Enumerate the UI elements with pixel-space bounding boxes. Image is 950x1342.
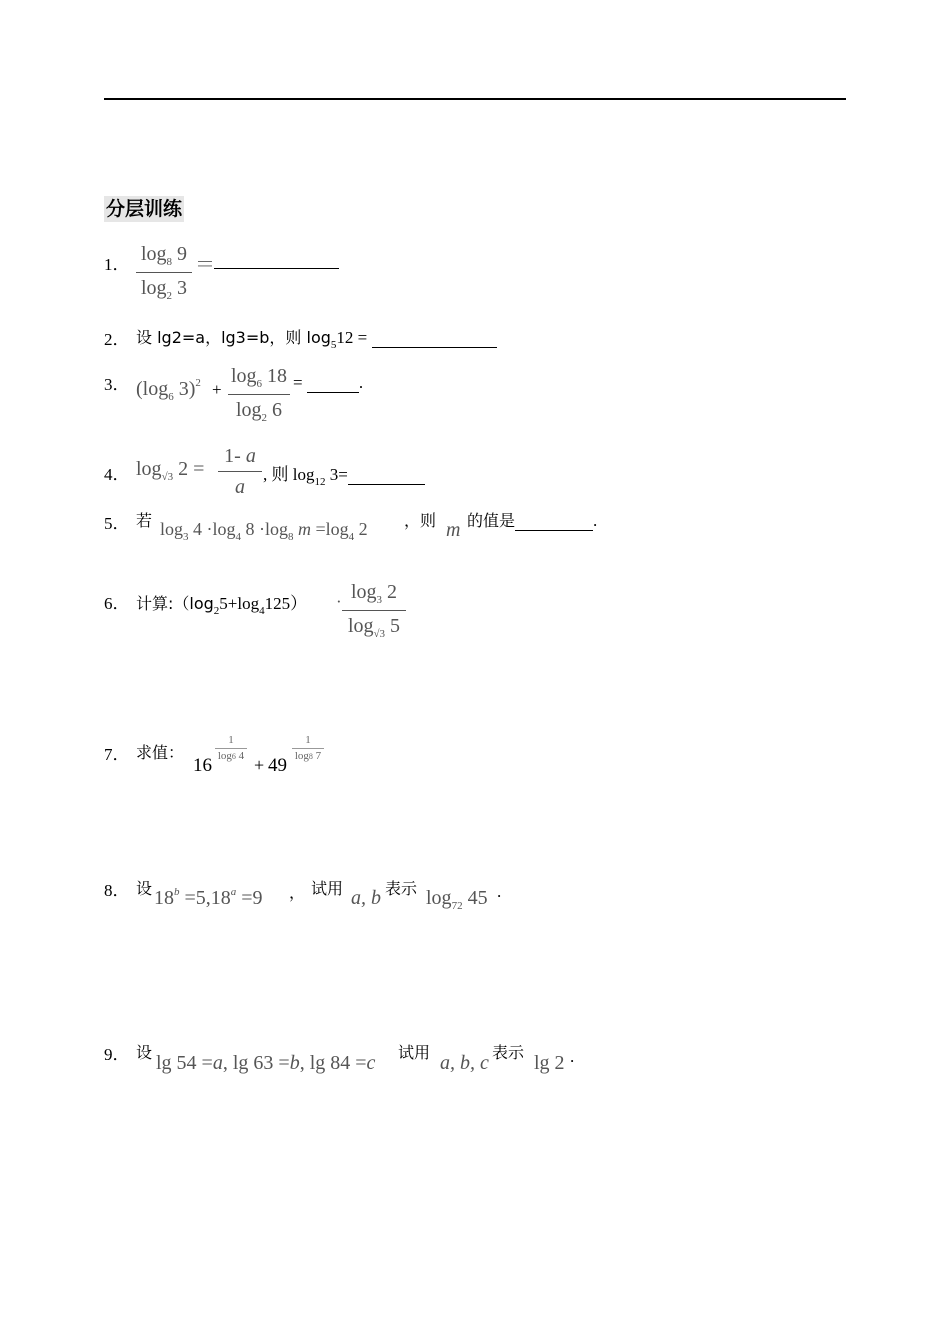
problem-8-shiyong: 试用 [311, 879, 344, 898]
problem-8-biaoshi: 表示 [385, 879, 418, 898]
problem-5-m: m [446, 519, 461, 541]
problem-1-number: 1． [104, 255, 130, 274]
problem-5-then: ，则 [404, 511, 437, 530]
problem-1-answer-blank[interactable] [214, 248, 339, 269]
problem-1-fraction: $\log_8 9$ $\log_2 3$ [136, 240, 192, 305]
problem-5-tail: 的值是 . [467, 511, 598, 530]
problem-9-dot: . [570, 1047, 575, 1066]
problem-8-dot: . [497, 882, 502, 901]
problem-9-biaoshi: 表示 [492, 1043, 525, 1062]
problem-2-answer-blank[interactable] [372, 331, 497, 348]
problem-8-she: 设 [136, 879, 153, 898]
problem-4-number: 4． [104, 465, 130, 484]
problem-5-expression: $\log_3 4 \cdot\log_4$ $8 \cdot\log_8$ $m =\log_4$ 2 [160, 519, 368, 543]
problem-4-tail: , 则 $\log_{12} 3=$ [263, 460, 425, 485]
header-rule [104, 98, 846, 100]
problem-2-text: 设 lg2=a，lg3=b，则 $\log_512$ = [136, 325, 497, 348]
problem-3-tail: = . [293, 373, 364, 392]
problem-5-number: 5． [104, 514, 130, 533]
problem-9-shiyong: 试用 [398, 1043, 431, 1062]
problem-7-base1: 16 [193, 755, 212, 776]
problem-7-exponent1: 1 log6 4 [215, 734, 247, 763]
problem-2-number: 2． [104, 330, 130, 349]
problem-8-vars: a, b [351, 887, 381, 909]
section-title: 分层训练 [106, 198, 183, 220]
problem-7-label: 求值： [136, 743, 185, 762]
problem-9-she: 设 [136, 1043, 153, 1062]
problem-3-term1: ($\log_6$ 3)$^2$ [136, 377, 201, 403]
problem-8-target: $\log_{72} 45$ [426, 887, 488, 912]
problem-3-number: 3． [104, 375, 130, 394]
problem-8-given: $18^b =5,18^a =9$ [154, 886, 263, 909]
problem-1-equals: ＝ [195, 254, 215, 276]
problem-6-number: 6． [104, 594, 130, 613]
problem-4-answer-blank[interactable] [348, 468, 425, 485]
problem-6-fraction: $\log_3 2$ $\log_{√3} 5$ [342, 578, 406, 643]
problem-5-answer-blank[interactable] [515, 514, 593, 531]
problem-7-number: 7． [104, 745, 130, 764]
problem-8-comma: ， [289, 883, 306, 902]
problem-6-dot: · [336, 592, 342, 611]
problem-3-fraction: $\log_6 18$ $\log_2 6$ [228, 362, 290, 427]
problem-7-base2: 49 [268, 755, 287, 776]
problem-7-plus: + [254, 755, 265, 775]
problem-9-given: lg 54 =a, lg 63 =b, lg 84 =c [156, 1052, 376, 1074]
problem-4-lhs: $\log_{√3} 2$ = [136, 458, 205, 483]
problem-4-fraction: 1- a a [218, 442, 262, 501]
problem-3-answer-blank[interactable] [307, 376, 359, 393]
problem-9-vars: a, b, c [440, 1052, 489, 1074]
problem-6-text: 计算$:(\log_25+\log_4125)$ [136, 594, 308, 617]
problem-7-exponent2: 1 log8 7 [292, 734, 324, 763]
problem-3-plus: + [212, 380, 222, 399]
problem-9-number: 9． [104, 1045, 130, 1064]
problem-8-number: 8． [104, 881, 130, 900]
problem-5-ruo: 若 [136, 511, 153, 530]
problem-9-target: lg 2 [534, 1052, 565, 1074]
